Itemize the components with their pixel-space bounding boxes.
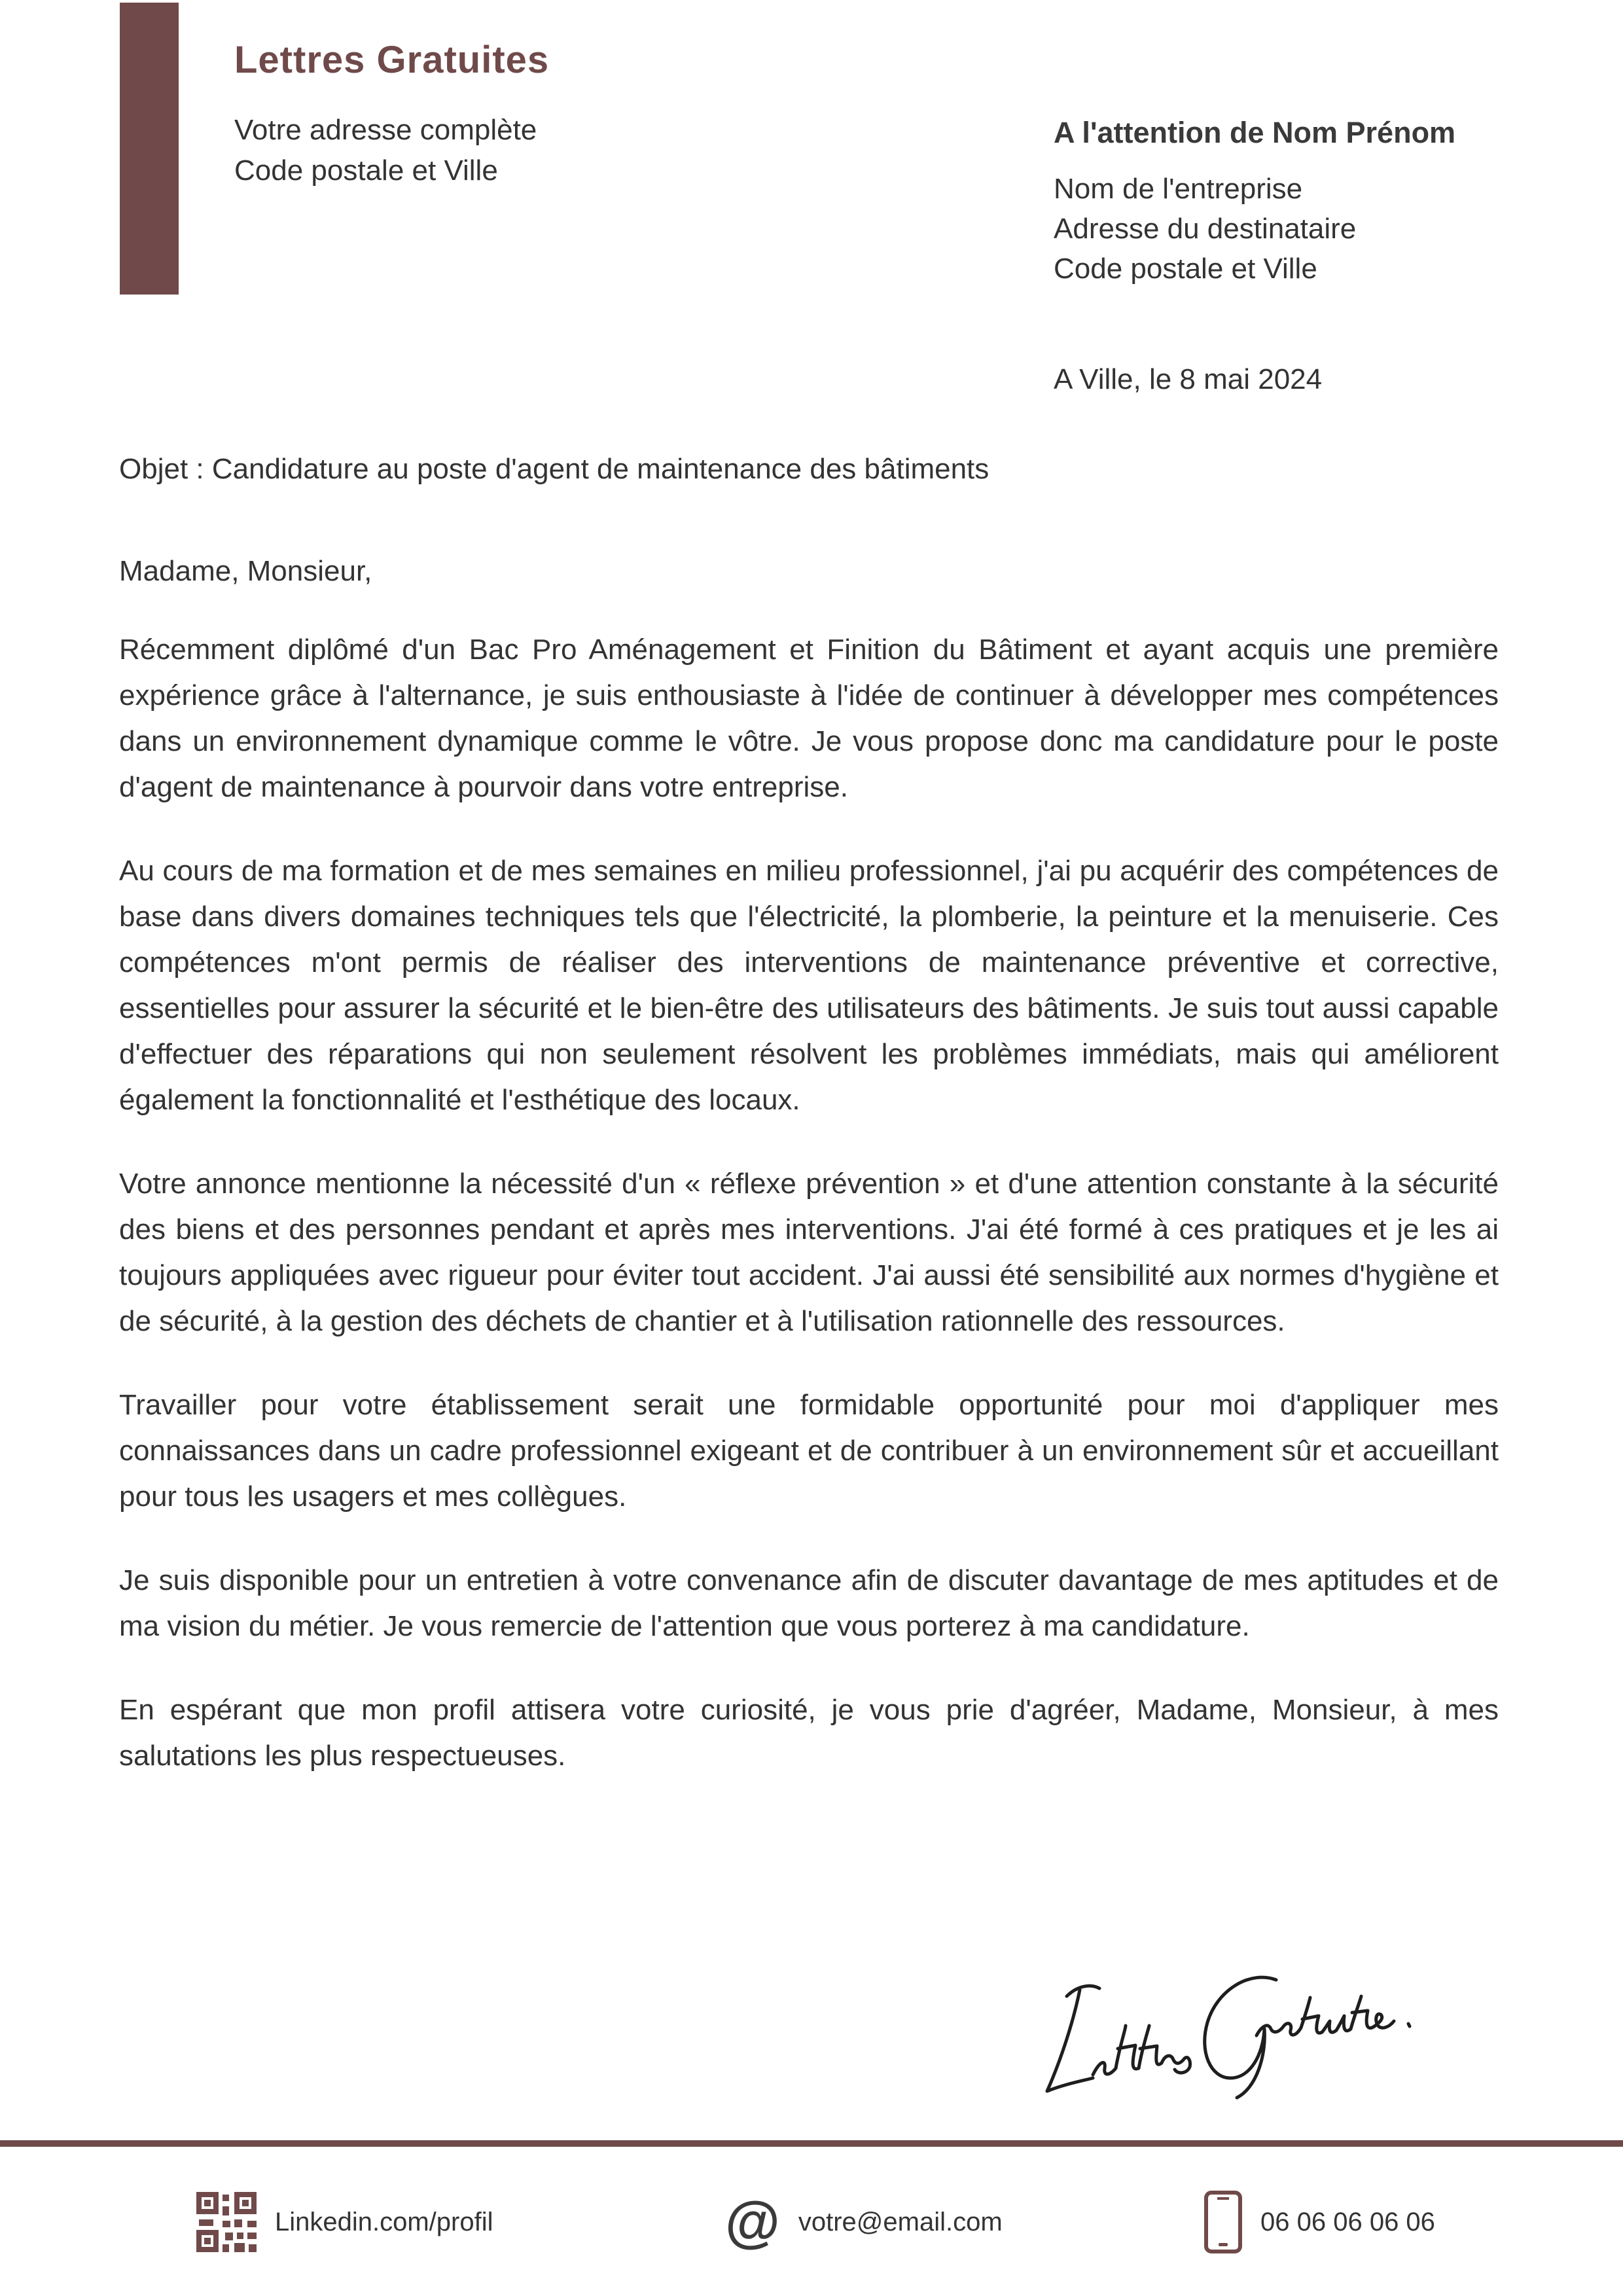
letter-date: A Ville, le 8 mai 2024 [1054, 363, 1323, 395]
recipient-city: Code postale et Ville [1054, 253, 1317, 285]
phone-text[interactable]: 06 06 06 06 06 [1260, 2207, 1435, 2236]
paragraph-1: Récemment diplômé d'un Bac Pro Aménagement et Finition du Bâtiment et ayant acquis une première expérience grâce à l'alternance, je suis enthousiaste à l'idée de continuer à développer mes compétences dans un environnement dynamique comme le vôtre. Je vous propose donc ma candidature pour le poste d'agent de maintenance à pourvoir dans votre entreprise. [119, 634, 1499, 803]
paragraph-2: Au cours de ma formation et de mes semaines en milieu professionnel, j'ai pu acquérir des compétences de base dans divers domaines techniques tels que l'électricité, la plomberie, la peinture et la menuiserie. Ces compétences m'ont permis de réaliser des interventions de maintenance préventive et corrective, essentielles pour assurer la sécurité et le bien-être des utilisateurs des bâtiments. Je suis tout aussi capable d'effectuer des réparations qui non seulement résolvent les problèmes immédiats, mais qui améliorent également la fonctionnalité et l'esthétique des locaux. [119, 855, 1499, 1116]
handwritten-signature [1027, 1950, 1420, 2101]
recipient-attention: A l'attention de Nom Prénom [1054, 116, 1456, 149]
sender-name: Lettres Gratuites [234, 39, 550, 81]
sender-city-line: Code postale et Ville [234, 154, 498, 187]
accent-bar [120, 3, 179, 295]
email-text[interactable]: votre@email.com [798, 2207, 1003, 2236]
mobile-phone-icon [1204, 2191, 1242, 2253]
footer-phone [1204, 2189, 1435, 2255]
linkedin-text[interactable]: Linkedin.com/profil [275, 2207, 493, 2236]
recipient-address: Adresse du destinataire [1054, 213, 1357, 245]
footer-divider [0, 2140, 1623, 2147]
paragraph-4: Travailler pour votre établissement serait une formidable opportunité pour moi d'appliquer mes connaissances dans un cadre professionnel exigeant et de contribuer à un environnement sûr et accueillant pour tous les usagers et mes collègues. [119, 1389, 1499, 1513]
qr-code-icon [196, 2192, 257, 2252]
footer-linkedin [196, 2189, 493, 2255]
sender-address [234, 110, 537, 191]
at-sign-icon: @ [725, 2191, 780, 2253]
letter-body [119, 548, 1499, 1817]
footer-email [725, 2189, 1003, 2255]
greeting: Madame, Monsieur, [119, 555, 372, 587]
recipient-company: Nom de l'entreprise [1054, 173, 1303, 205]
letter-subject: Objet : Candidature au poste d'agent de maintenance des bâtiments [119, 453, 990, 485]
paragraph-3: Votre annonce mentionne la nécessité d'un « réflexe prévention » et d'une attention constante à la sécurité des biens et des personnes pendant et après mes interventions. J'ai été formé à ces pratiques et je les ai toujours appliquées avec rigueur pour éviter tout accident. J'ai aussi été sensibilité aux normes d'hygiène et de sécurité, à la gestion des déchets de chantier et à l'utilisation rationnelle des ressources. [119, 1168, 1499, 1337]
closing-paragraph: En espérant que mon profil attisera votre curiosité, je vous prie d'agréer, Madame, Monsieur, à mes salutations les plus respectueuses. [119, 1694, 1499, 1772]
sender-address-line: Votre adresse complète [234, 114, 537, 146]
recipient-block [1054, 113, 1455, 289]
paragraph-5: Je suis disponible pour un entretien à votre convenance afin de discuter davantage de mes aptitudes et de ma vision du métier. Je vous remercie de l'attention que vous porterez à ma candidature. [119, 1564, 1499, 1642]
